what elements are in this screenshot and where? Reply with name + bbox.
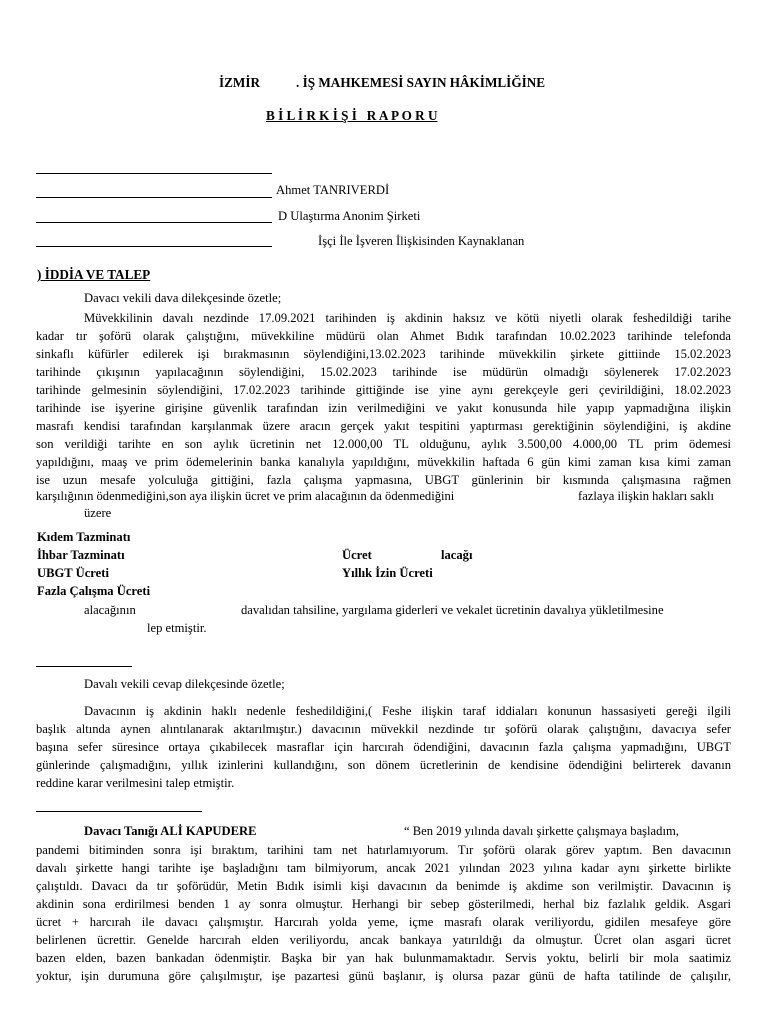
claim-line: yapıldığını, maaş ve prim ödemelerinin banka kanalıyla yapıldığını, müvekkilin haftada 6 gün kimi zaman kısa kimi zaman — [36, 455, 731, 469]
claim-item-kidem: Kıdem Tazminatı — [37, 530, 131, 544]
claim-line: tarihinde ise işyerine girişine güvenlik tarafından izin verilmediğini ve yakıt konusunda hile yapıp yapmadığına ilişkin — [36, 401, 731, 415]
witness-heading-line — [36, 811, 202, 812]
witness-line: pandemi bitiminden sonra işi bıraktım, tarihini tam net hatırlamıyorum. Tır şoförü olarak görev yaptım. Ben davacının — [36, 843, 731, 857]
witness-line: ücret + harcırah ile davacı çalışmıştır. Harcırah yolda yeme, içme masrafı olarak veriliyordu, gidilen mesafeye göre — [36, 915, 731, 929]
claim-line: tarihinde çıkışının yapılacağının söylendiğini, 15.02.2023 tarihinde ise müdürün olmadığı söylenerek 17.02.2023 — [36, 365, 731, 379]
claim-demand-left: alacağının — [84, 603, 136, 617]
claim-demand-end: lep etmiştir. — [147, 621, 207, 635]
claim-item-ubgt: UBGT Ücreti — [37, 566, 109, 580]
witness-line: bazen elden, bazen bankadan ödenmiştir. Başka bir yan hak bulunmamaktadır. Servis yoktu, belirli bir mola saatimiz — [36, 951, 731, 965]
claim-line-11-left: karşılığının ödenmediğini,son aya ilişkin ücret ve prim alacağının da ödenmediğini — [36, 489, 455, 503]
party-defendant-manager: Ahmet TANRIVERDİ — [276, 183, 390, 197]
defense-paragraph — [36, 702, 731, 792]
claim-line: kadar tır şoförü olarak çalıştığını, müvekkiline müdürü olan Ahmet Bıdık tarafından 10.02.2023 tarihinde telefonda — [36, 329, 731, 343]
party-blank-line-4 — [36, 246, 272, 247]
witness-line: akdinin sona erdirilmesi benden 1 ay sonra olmuştur. Herhangi bir sebep gösterilmedi, herhal biz fazlalık geldik. Asgari — [36, 897, 731, 911]
defense-line: günlerinde çalışmadığını, yıllık izinlerini kullandığını, son dönem ücretlerinin de kendisine ödendiğini belirterek davanın — [36, 758, 731, 772]
claim-line: Müvekkilinin davalı nezdinde 17.09.2021 tarihinden iş akdinin haksız ve kötü niyetli olarak feshedildiği tarihe — [84, 311, 731, 325]
claim-line-12: üzere — [84, 506, 112, 520]
claim-item-ihbar: İhbar Tazminatı — [37, 548, 125, 562]
witness-line: çalıştıldı. Davacı da tır şoförüdür, Metin Bıdık isimli kişi davacının da benimde iş akdime son verilmiştir. Davacının iş — [36, 879, 731, 893]
claim-line: masrafı kendisi tarafından karşılanmak üzere aracın gerçek yakıt tespitini yaptırması gerektiğinin söylendiğini, iş akdine — [36, 419, 731, 433]
claim-line: son verildiği tarihte en son aylık ücretinin net 12.000,00 TL olduğunu, aylık 3.500,00 4.000,00 TL prim ödemesi — [36, 437, 731, 451]
claim-item-yillik: Yıllık İzin Ücreti — [342, 566, 433, 580]
defense-line: başlık altında aynen alıntılanarak aktarılmıştır.) davacının müvekkil nezdinde tır şoförü olarak çalıştığını, davacıya sefer — [36, 722, 731, 736]
defense-line: başına sefer süresince ortaya çıkabilecek masraflar için harcırah ödendiğini, davacının fazla çalışma yapmadığını, UBGT — [36, 740, 731, 754]
claim-heading: ) İDDİA VE TALEP — [37, 267, 151, 282]
defense-line: reddine karar verilmesini talep etmiştir. — [36, 776, 235, 790]
defense-line: Davacının iş akdinin haklı nedenle feshedildiğini,( Feshe ilişkin taraf iddiaları konunun hassasiyeti gereği ilgili — [84, 704, 731, 718]
witness-line: belirlenen ücrettir. Genelde harcırah elden veriliyordu, ancak bankaya yatırıldığı da olmuştur. Ücret olan asgari ücret — [36, 933, 731, 947]
claim-line: ise uzun mesafe yolculuğa gittiğini, fazla çalışma yapmasına, UBGT günlerinin bir kısmında çalışmasına rağmen — [36, 473, 731, 487]
claim-line: tarihinde gelmesinin söylendiğini, 17.02.2023 tarihinde gittiğinde ise yine aynı gerekçeyle geri çevirildiğini, 18.02.2023 — [36, 383, 731, 397]
court-city: İZMİR — [219, 75, 261, 90]
defense-heading-line — [36, 666, 132, 667]
witness-label: Davacı Tanığı ALİ KAPUDERE — [84, 824, 257, 838]
claim-intro: Davacı vekili dava dilekçesinde özetle; — [84, 291, 282, 305]
claim-paragraph — [36, 309, 731, 489]
claim-line: sinkaflı küfürler edilerek işi bırakmasının söylendiğini,13.02.2023 tarihinde müvekkilin şirkete gittiinde 15.02.2023 — [36, 347, 731, 361]
defense-intro: Davalı vekili cevap dilekçesinde özetle; — [84, 677, 285, 691]
witness-paragraph — [36, 841, 731, 985]
claim-item-alacagi: lacağı — [441, 548, 473, 562]
party-blank-line-2 — [36, 197, 272, 198]
witness-line: yoktur, işin durumuna göre çalışılmıştır, işe pazartesi günü başlanır, iş olursa pazar günü de hafta tatilinde de çalışılır, — [36, 969, 731, 983]
witness-line: davalı şirkette hangi tarihte işe başladığını tam bilmiyorum, ancak 2021 yılından 2023 yılına kadar aynı şirkette birlikte — [36, 861, 731, 875]
party-case-subject: İşçi İle İşveren İlişkisinden Kaynaklanan — [318, 234, 525, 248]
claim-demand-right: davalıdan tahsiline, yargılama giderleri ve vekalet ücretinin davalıya yükletilmesine — [241, 603, 664, 617]
party-defendant-company: D Ulaştırma Anonim Şirketi — [278, 209, 421, 223]
party-blank-line-1 — [36, 173, 272, 174]
claim-item-fazla: Fazla Çalışma Ücreti — [37, 584, 151, 598]
court-title: . İŞ MAHKEMESİ SAYIN HÂKİMLİĞİNE — [296, 75, 546, 90]
party-blank-line-3 — [36, 222, 272, 223]
claim-line-11-right: fazlaya ilişkin hakları saklı — [578, 489, 715, 503]
claim-item-ucret: Ücret — [342, 548, 372, 562]
report-title: B İ L İ R K İ Ş İ R A P O R U — [266, 108, 438, 123]
witness-line-1-right: “ Ben 2019 yılında davalı şirkette çalışmaya başladım, — [404, 824, 679, 838]
